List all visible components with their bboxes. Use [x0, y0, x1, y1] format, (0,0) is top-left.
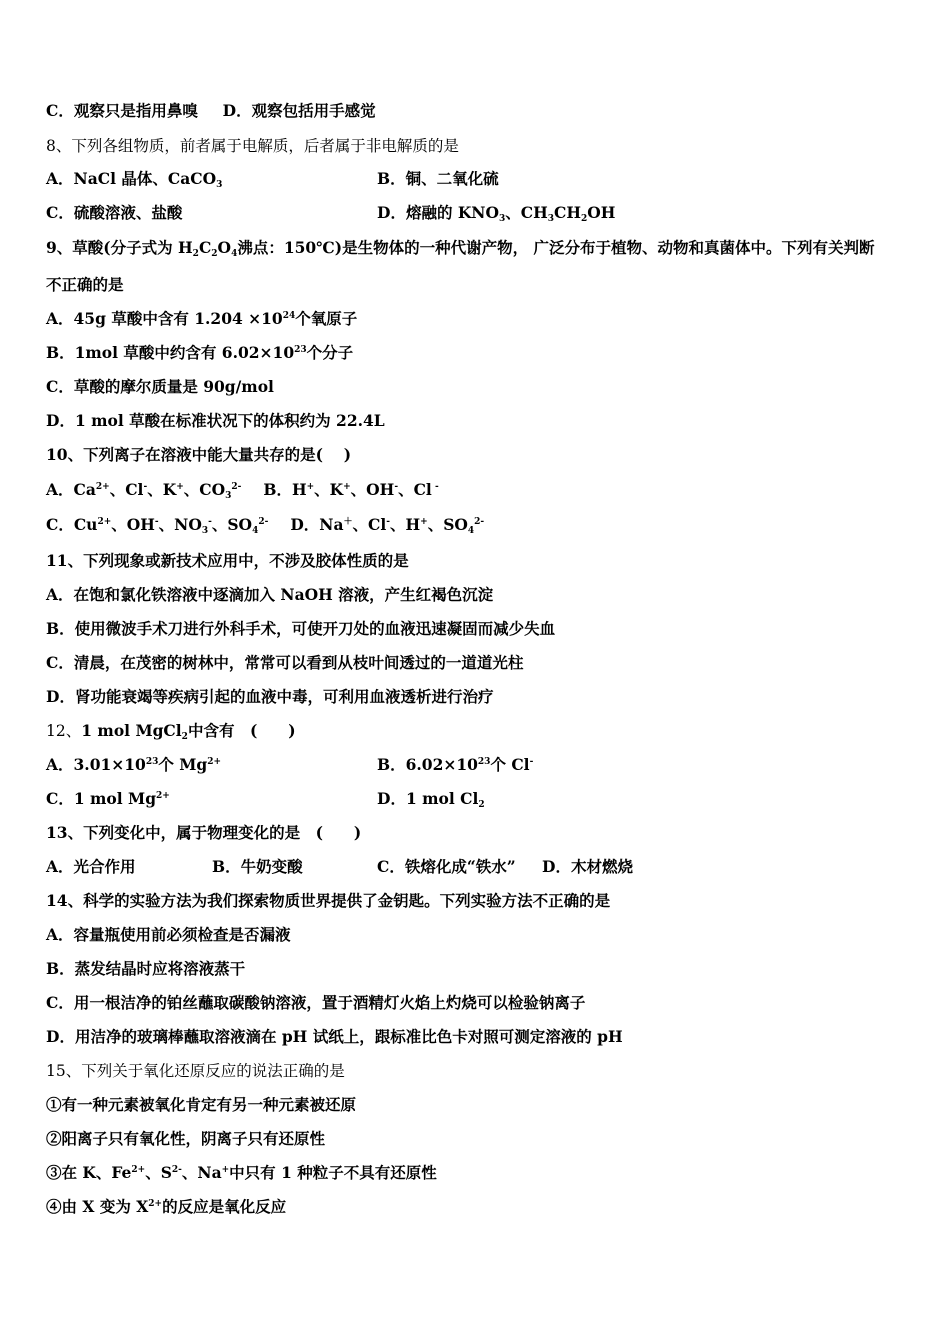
q8-option-b: B．铜、二氧化硫	[377, 169, 499, 188]
q14-option-c: C．用一根洁净的铂丝蘸取碳酸钠溶液，置于酒精灯火焰上灼烧可以检验钠离子	[46, 993, 586, 1012]
q11-option-a: A．在饱和氯化铁溶液中逐滴加入 NaOH 溶液，产生红褐色沉淀	[46, 585, 494, 604]
q9-option-c: C．草酸的摩尔质量是 90g/mol	[46, 377, 274, 396]
q12-option-a: A．$3.01\times 10^{23}$个 $Mg^{2+}$	[46, 755, 222, 774]
q10-options-cd: C．$Cu^{2+}$、OH-、$NO_3^-$、$SO_4^{2-}$ D．Na＋、Cl-、H+、$SO_4^{2-}$	[46, 515, 485, 536]
q8-option-d: D．熔融的 $KNO_3$、$CH_3CH_2OH$	[377, 203, 616, 224]
q7-option-c: C．观察只是指用鼻嗅	[46, 101, 198, 120]
q8-option-a: A．NaCl 晶体、CaCO$_3$	[46, 169, 223, 190]
q14-option-b: B．蒸发结晶时应将溶液蒸干	[46, 959, 246, 978]
q11-option-c: C．清晨，在茂密的树林中，常常可以看到从枝叶间透过的一道道光柱	[46, 653, 524, 672]
q15-stem: 15、下列关于氧化还原反应的说法正确的是	[46, 1062, 345, 1080]
q15-statement-1: ①有一种元素被氧化肯定有另一种元素被还原	[46, 1095, 357, 1114]
q13-option-a: A．光合作用	[46, 857, 136, 876]
q7-option-d: D．观察包括用手感觉	[222, 101, 376, 120]
q9-option-b: B．1mol 草酸中约含有 $6.02\times 10^{23}$个分子	[46, 343, 354, 362]
q12-option-b: B．$6.02\times 10^{23}$个 Cl-	[377, 755, 534, 774]
q12-stem: 12、1 mol MgCl$_2$中含有 ( )	[46, 721, 296, 742]
q9-option-a: A．45g 草酸中含有 $1.204 \times 10^{24}$个氧原子	[46, 309, 358, 328]
q13-option-b: B．牛奶变酸	[212, 857, 303, 876]
q9-option-d: D．1 mol 草酸在标准状况下的体积约为 22.4L	[46, 411, 385, 430]
q9-stem-cont: 不正确的是	[46, 275, 124, 294]
q14-option-d: D．用洁净的玻璃棒蘸取溶液滴在 pH 试纸上，跟标准比色卡对照可测定溶液的 pH	[46, 1027, 623, 1046]
q15-statement-3: ③在 K、$Fe^{2+}$、$S^{2-}$、Na+中只有 1 种粒子不具有还原性	[46, 1163, 437, 1182]
q12-option-d: D．1 mol $Cl_2$	[377, 789, 485, 810]
q14-option-a: A．容量瓶使用前必须检查是否漏液	[46, 925, 291, 944]
q13-stem: 13、下列变化中，属于物理变化的是 ( )	[46, 823, 362, 842]
q11-option-d: D．肾功能衰竭等疾病引起的血液中毒，可利用血液透析进行治疗	[46, 687, 494, 706]
q15-statement-4: ④由 X 变为 $X^{2+}$的反应是氧化反应	[46, 1197, 287, 1216]
q8-option-c: C．硫酸溶液、盐酸	[46, 203, 183, 222]
q11-option-b: B．使用微波手术刀进行外科手术，可使开刀处的血液迅速凝固而减少失血	[46, 619, 556, 638]
q15-statement-2: ②阳离子只有氧化性，阴离子只有还原性	[46, 1129, 326, 1148]
q10-stem: 10、下列离子在溶液中能大量共存的是( )	[46, 445, 352, 464]
q10-options-ab: A．$Ca^{2+}$、Cl-、K+、$CO_3^{2-}$ B．H+、K+、OH-、Cl -	[46, 480, 439, 501]
q14-stem: 14、科学的实验方法为我们探索物质世界提供了金钥匙。下列实验方法不正确的是	[46, 891, 611, 910]
q11-stem: 11、下列现象或新技术应用中，不涉及胶体性质的是	[46, 551, 409, 570]
q13-option-d: D．木材燃烧	[542, 857, 633, 876]
q12-option-c: C．1 mol $Mg^{2+}$	[46, 789, 170, 808]
q8-stem: 8、下列各组物质，前者属于电解质，后者属于非电解质的是	[46, 137, 459, 155]
q9-stem: 9、草酸(分子式为 $H_2C_2O_4$沸点：150℃)是生物体的一种代谢产物， 广泛分布于植物、动物和真菌体中。下列有关判断	[46, 238, 875, 259]
q13-option-c: C．铁熔化成“铁水”	[377, 857, 516, 876]
q7-options	[46, 101, 376, 121]
